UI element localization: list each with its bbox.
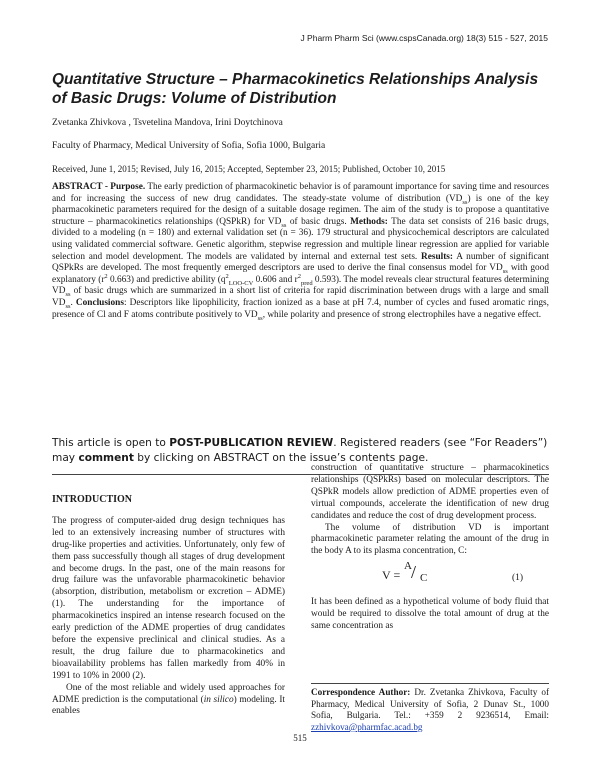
page-number: 515 xyxy=(293,733,307,743)
email-link[interactable]: zzhivkova@pharmfac.acad.bg xyxy=(311,721,423,732)
intro-paragraph-1: The progress of computer-aided drug design techniques has led to an extensively increasing number of structures with drug-like properties and activities. Unfortunately, only few of them pass successfully though all stages of drug development and become drugs. In the past, one of the main reasons for drug failure was the unfavorable pharmacokinetic behavior (absorption, distribution, metabolism or excretion – ADME) (1). The understanding for the importance of pharmacokinetics inspired an intense research focused on the early prediction of the ADME properties of drug candidates before the expensive preclinical and clinical studies. As a result, the drug failure due to pharmacokinetics and bioavailability problems has fallen markedly from 40% in 1991 to 10% in 2000 (2). xyxy=(52,515,285,681)
abstract: ABSTRACT - Purpose. The early prediction of pharmacokinetic behavior is of paramount importance for saving time and resources and for increasing the success of new drug candidates. The steady-state volume of distribution $(VD_{ss})$ is one of the key pharmacokinetic parameters required for the design of a suitable dosage regimen. The aim of the study is to propose a quantitative structure – pharmacokinetics relationships (QSPkR) for $VD_{ss}$ of basic drugs. Methods: The data set consists of 216 basic drugs, divided to a modeling (n = 180) and external validation set (n = 36). 179 structural and physicochemical descriptors are calculated using validated commercial software. Genetic algorithm, stepwise regression and multiple linear regression are applied for variable selection and model development. The models are validated by internal and external test sets. Results: A number of significant QSPkRs are developed. The most frequently emerged descriptors are used to derive the final consensus model for $VD_{ss}$ with good explanatory ($r^2$ 0.663) and predictive ability ($q^2_{LOO-CV}$ 0.606 and $r^2_{pred}$ 0.593). The model reveals clear structural features determining $VD_{ss}$ of basic drugs which are summarized in a short list of criteria for rapid discrimination between drugs with a large and small $VD_{ss}$. Conclusions: Descriptors like lipophilicity, fraction ionized as a base at pH 7.4, number of cycles and fused aromatic rings, presence of Cl and F atoms contribute positively to $VD_{ss}$, while polarity and presence of strong electrophiles have a negative effect. xyxy=(52,182,550,322)
author-list: Zvetanka Zhivkova , Tsvetelina Mandova, Irini Doytchinova xyxy=(52,118,283,128)
right-paragraph-2: The volume of distribution VD is important pharmacokinetic parameter relating the amount of the drug in the body A to its plasma concentration, C: xyxy=(311,522,549,557)
correspondence: Correspondence Author: Dr. Zvetanka Zhivkova, Faculty of Pharmacy, Medical University of Sofia, 2 Dunav St., 1000 Sofia, Bulgaria. Tel.: +359 2 9236514, Email: zzhivkova@pharmfac.acad.bg xyxy=(311,687,549,732)
equation-lhs: V = xyxy=(382,568,401,582)
post-publication-notice: This article is open to POST-PUBLICATION REVIEW. Registered readers (see “For Readers”) may comment by clicking on ABSTRACT on the issue’s contents page. xyxy=(52,437,548,464)
paper-title: Quantitative Structure – Pharmacokinetics Relationships Analysis of Basic Drugs: Volume of Distribution xyxy=(52,71,539,107)
comment-link[interactable]: comment xyxy=(78,452,134,464)
correspondence-label: Correspondence Author: xyxy=(311,687,411,697)
right-column xyxy=(311,463,549,558)
introduction-heading: INTRODUCTION xyxy=(52,494,133,505)
equation-numerator: A xyxy=(404,560,412,572)
conclusions-label: Conclusions xyxy=(75,297,124,308)
abstract-label: ABSTRACT - Purpose. xyxy=(52,182,146,192)
methods-label: Methods: xyxy=(350,216,388,227)
left-column xyxy=(52,494,285,718)
equation-denominator: C xyxy=(420,572,428,584)
correspondence-rule xyxy=(311,683,549,684)
results-label: Results: xyxy=(421,251,454,262)
intro-paragraph-2: One of the most reliable and widely used approaches for ADME prediction is the computational (in silico) modeling. It enables xyxy=(52,682,285,717)
right-paragraph-1: construction of quantitative structure – pharmacokinetics relationships (QSPkRs) based on molecular descriptors. The QSPkR models allow prediction of ADME properties even of virtual compounds, accelerate the identification of new drug candidates and reduce the cost of drug development process. xyxy=(311,463,549,521)
affiliation: Faculty of Pharmacy, Medical University of Sofia, Sofia 1000, Bulgaria xyxy=(52,141,326,151)
journal-header: J Pharm Pharm Sci (www.cspsCanada.org) 18(3) 515 - 527, 2015 xyxy=(300,33,548,43)
right-paragraph-3-container xyxy=(311,597,549,633)
right-paragraph-3: It has been defined as a hypothetical volume of body fluid that would be required to dissolve the total amount of drug at the same concentration as xyxy=(311,597,549,631)
publication-dates: Received, June 1, 2015; Revised, July 16, 2015; Accepted, September 23, 2015; Published, October 10, 2015 xyxy=(52,164,446,174)
equation-number: (1) xyxy=(512,573,524,583)
equation-slash: / xyxy=(411,562,417,582)
